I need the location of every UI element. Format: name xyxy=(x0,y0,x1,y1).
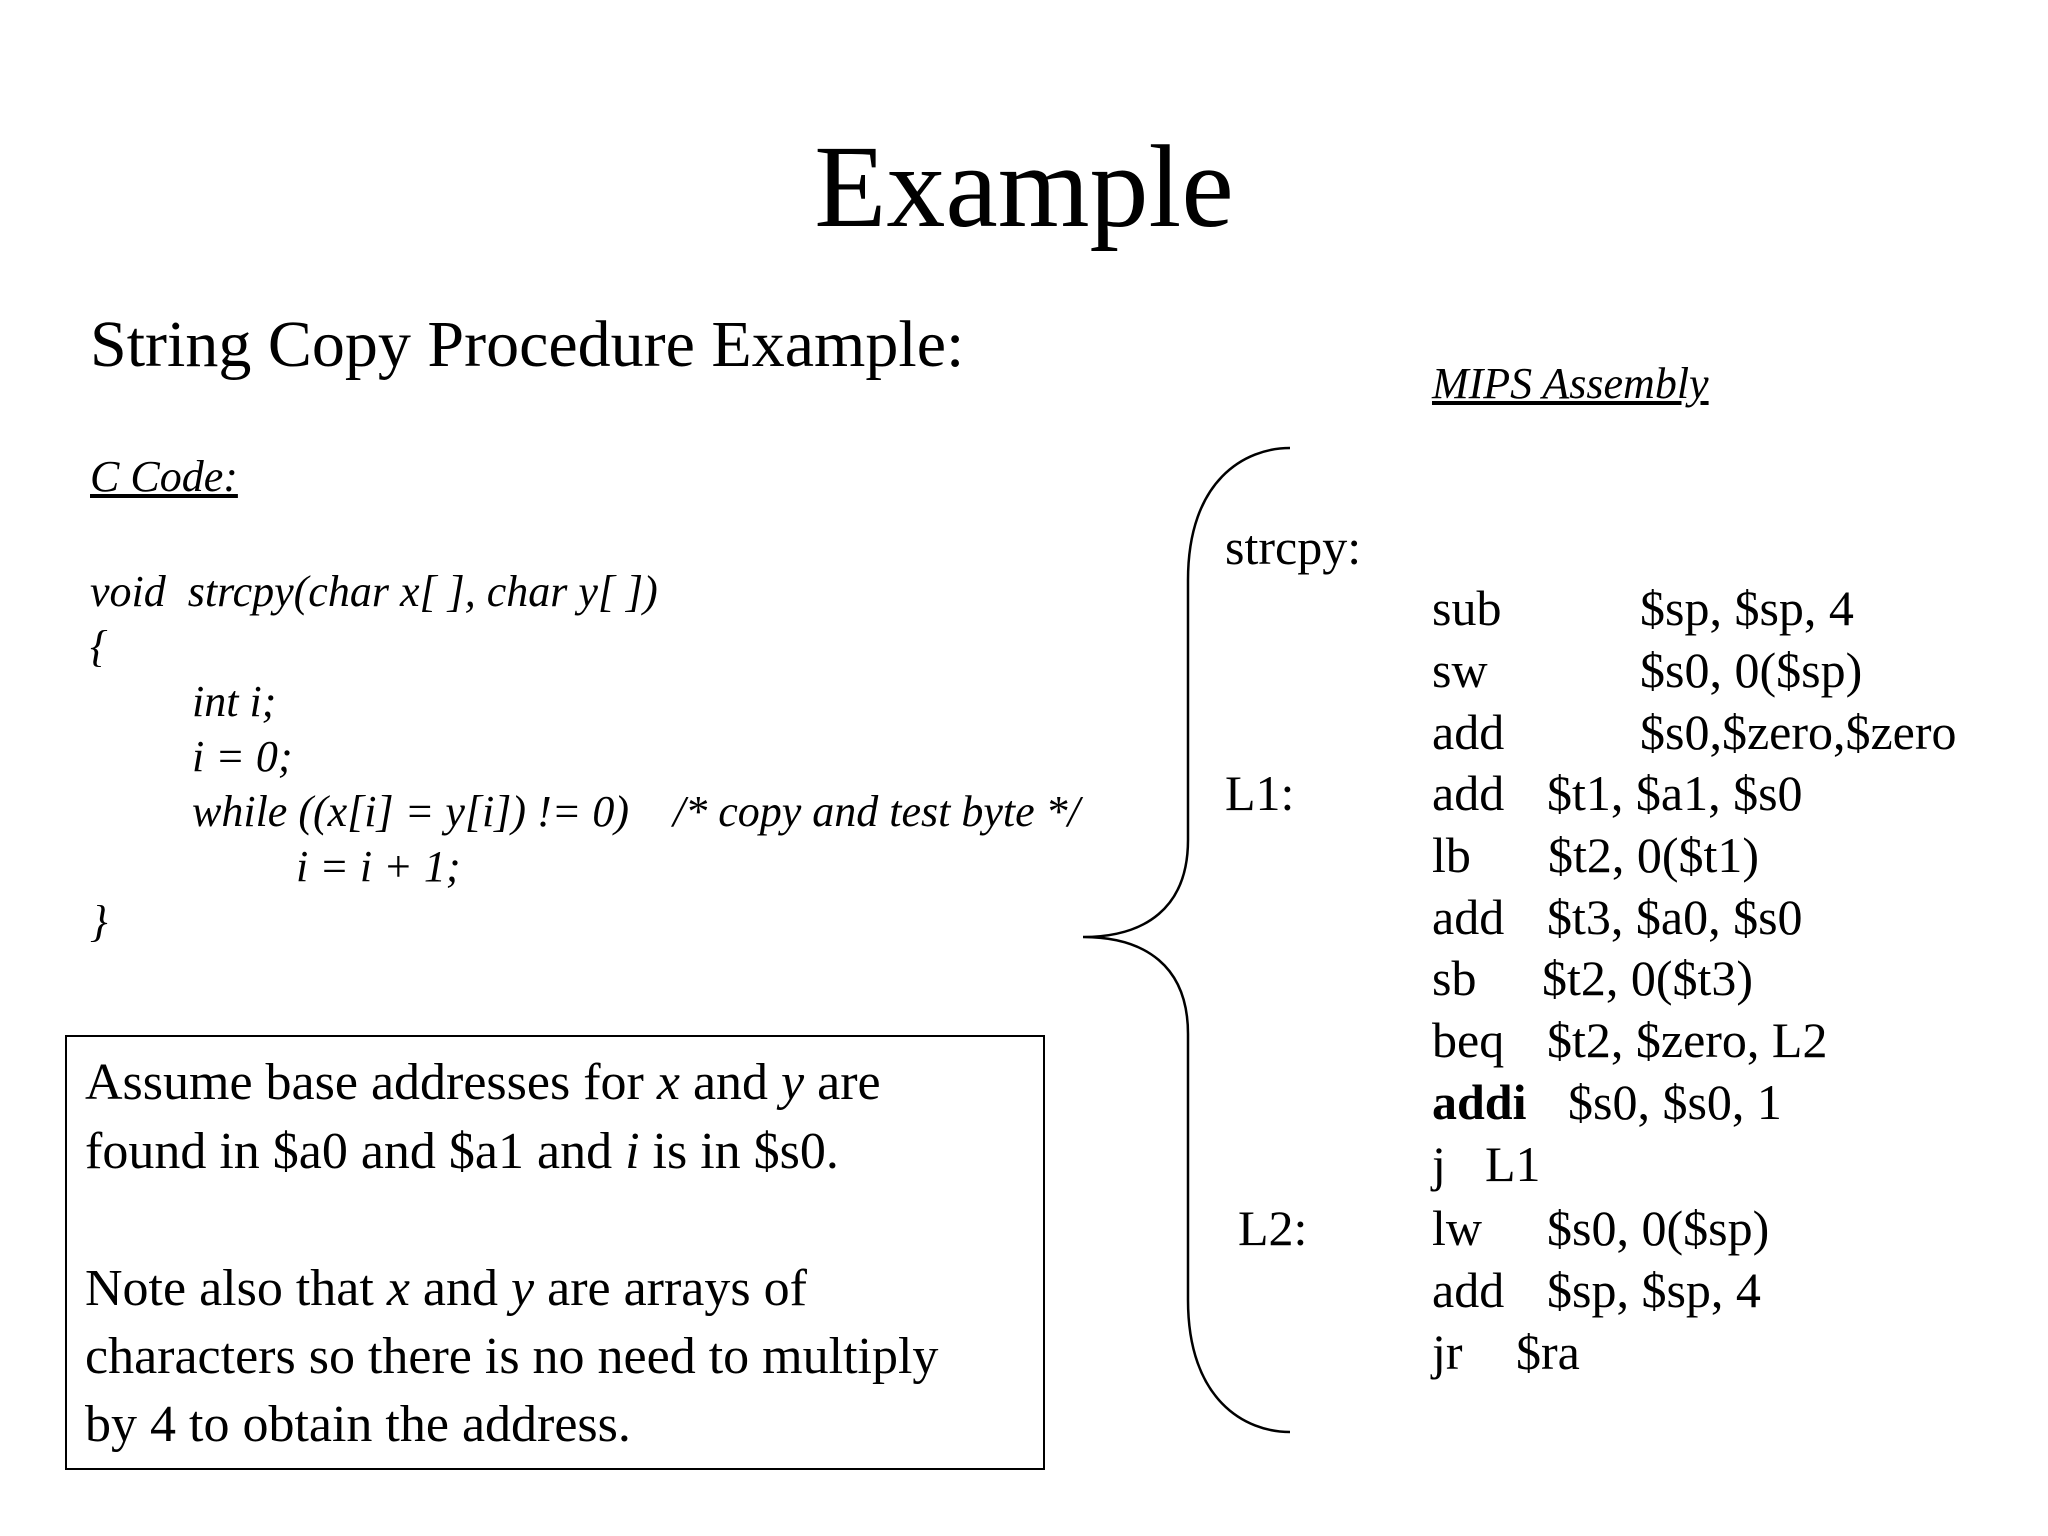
asm-op: add xyxy=(1432,765,1505,821)
mips-assembly-heading: MIPS Assembly xyxy=(1432,359,1709,408)
slide-title: Example xyxy=(814,121,1234,252)
asm-op: add xyxy=(1432,889,1505,945)
asm-op: lw xyxy=(1432,1200,1482,1256)
asm-label-strcpy: strcpy: xyxy=(1225,519,1362,575)
c-code-line: { xyxy=(90,622,108,671)
asm-op: jr xyxy=(1432,1324,1463,1380)
c-code-line: int i; xyxy=(192,677,277,726)
note-var-x: x xyxy=(386,1260,410,1317)
note-line: characters so there is no need to multiply xyxy=(85,1328,939,1385)
note-var-y: y xyxy=(781,1054,805,1111)
asm-op: j xyxy=(1432,1136,1446,1192)
c-code-line: while ((x[i] = y[i]) != 0) /* copy and test byte */ xyxy=(192,787,1080,836)
c-code-line: } xyxy=(90,897,108,946)
asm-label-l1: L1: xyxy=(1225,765,1295,821)
asm-args: L1 xyxy=(1485,1136,1541,1192)
note-text: is in $s0. xyxy=(639,1123,839,1180)
slide-subtitle: String Copy Procedure Example: xyxy=(90,308,965,381)
asm-args: $t2, $zero, L2 xyxy=(1547,1012,1828,1068)
c-code-line: i = 0; xyxy=(192,732,293,781)
note-text: are arrays of xyxy=(534,1260,807,1317)
asm-op: sub xyxy=(1432,580,1502,636)
asm-op: sw xyxy=(1432,642,1488,698)
asm-args: $sp, $sp, 4 xyxy=(1640,580,1854,636)
c-code-line: void strcpy(char x[ ], char y[ ]) xyxy=(90,567,658,616)
note-var-x: x xyxy=(656,1054,680,1111)
note-text: found in $a0 and $a1 and xyxy=(85,1123,626,1180)
asm-args: $t3, $a0, $s0 xyxy=(1547,889,1803,945)
curly-brace xyxy=(1075,440,1308,1440)
c-code-heading: C Code: xyxy=(90,452,238,501)
note-line xyxy=(85,1054,881,1111)
asm-args: $t2, 0($t3) xyxy=(1542,950,1754,1006)
note-line: by 4 to obtain the address. xyxy=(85,1396,631,1453)
asm-args: $t2, 0($t1) xyxy=(1548,827,1760,883)
note-text: and xyxy=(409,1260,512,1317)
asm-op-bold: addi xyxy=(1432,1074,1527,1130)
asm-op xyxy=(1432,1074,1527,1130)
asm-op: sb xyxy=(1432,950,1477,1006)
asm-args: $sp, $sp, 4 xyxy=(1547,1262,1761,1318)
asm-args: $s0, 0($sp) xyxy=(1640,642,1863,698)
note-text: and xyxy=(679,1054,782,1111)
asm-label-l2: L2: xyxy=(1238,1200,1308,1256)
asm-op: add xyxy=(1432,704,1505,760)
note-text: are xyxy=(804,1054,881,1111)
asm-op: lb xyxy=(1432,827,1471,883)
asm-args: $s0,$zero,$zero xyxy=(1640,704,1957,760)
asm-args: $s0, $s0, 1 xyxy=(1568,1074,1782,1130)
asm-args: $s0, 0($sp) xyxy=(1547,1200,1770,1256)
note-var-i: i xyxy=(625,1123,640,1180)
note-line xyxy=(85,1260,807,1317)
asm-op: add xyxy=(1432,1262,1505,1318)
asm-args: $t1, $a1, $s0 xyxy=(1547,765,1803,821)
note-var-y: y xyxy=(511,1260,535,1317)
asm-args: $ra xyxy=(1516,1324,1580,1380)
asm-op: beq xyxy=(1432,1012,1505,1068)
c-code-line: i = i + 1; xyxy=(296,842,461,891)
note-text: Note also that xyxy=(85,1260,387,1317)
note-text: Assume base addresses for xyxy=(85,1054,657,1111)
note-line xyxy=(85,1123,839,1180)
